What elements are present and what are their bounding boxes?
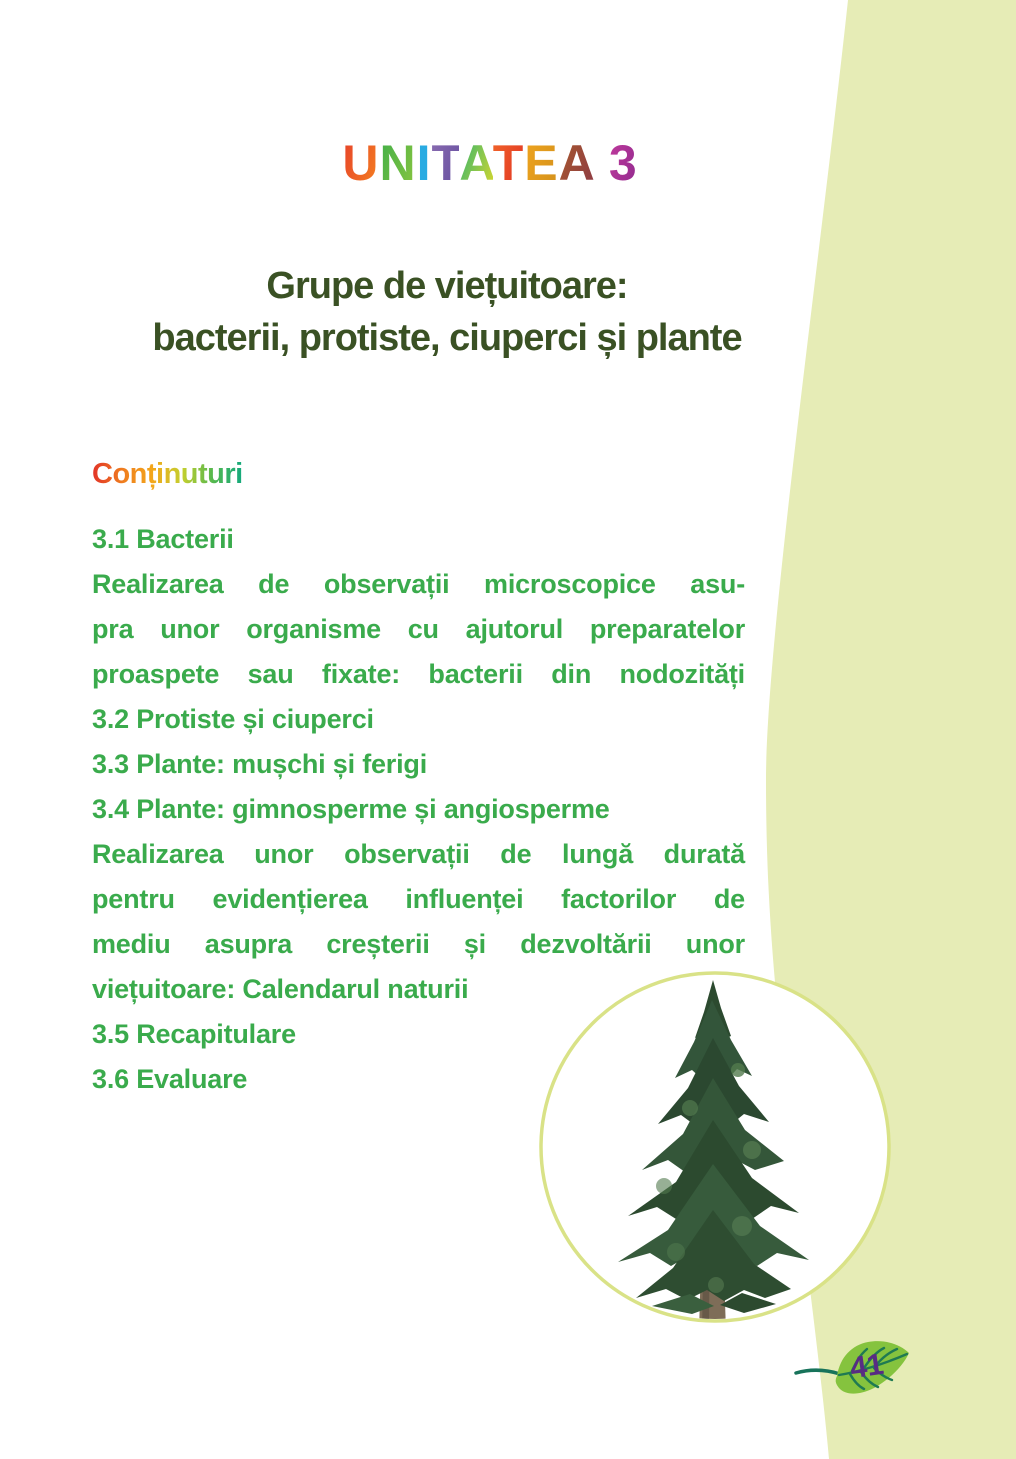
content-line: 3.3 Plante: mușchi și ferigi (92, 749, 428, 779)
contents-list (92, 517, 745, 1102)
content-line: 3.4 Plante: gimnosperme și angiosperme (92, 794, 610, 824)
page-number: 41 (848, 1347, 886, 1386)
leaf-stem (796, 1370, 840, 1374)
content-line: Realizarea unor observații de lungă durată (92, 839, 745, 869)
content-line: proaspete sau fixate: bacterii din nodozități (92, 659, 745, 689)
content-line: mediu asupra creșterii și dezvoltării unor (92, 929, 745, 959)
content-line: Realizarea de observații microscopice asu- (92, 569, 745, 599)
content-line: 3.1 Bacterii (92, 524, 234, 554)
content-line: pentru evidențierea influenței factorilor de (92, 884, 745, 914)
content-line: 3.2 Protiste și ciuperci (92, 704, 374, 734)
unit-heading-line2: bacterii, protiste, ciuperci și plante (152, 317, 742, 359)
content-line: viețuitoare: Calendarul naturii (92, 974, 469, 1004)
content-line: 3.5 Recapitulare (92, 1019, 296, 1049)
content-line: pra unor organisme cu ajutorul preparatelor (92, 614, 745, 644)
contents-heading: Conținuturi (92, 458, 243, 490)
unit-heading (40, 260, 854, 364)
unit-heading-line1: Grupe de viețuitoare: (266, 265, 628, 307)
unit-title: UNITATEA 3 (342, 135, 638, 191)
content-line: 3.6 Evaluare (92, 1064, 248, 1094)
